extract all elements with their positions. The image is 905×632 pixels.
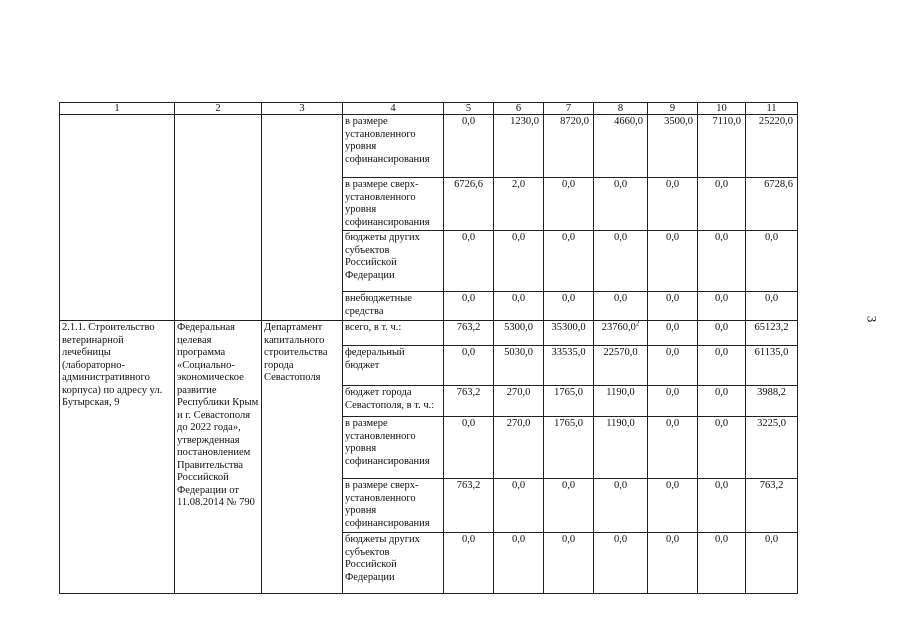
value-cell: 0,0 [648, 479, 698, 533]
empty-cell [175, 115, 262, 321]
value-cell: 0,0 [594, 533, 648, 594]
header-cell: 10 [698, 103, 746, 115]
value-cell: 0,0 [494, 533, 544, 594]
value-cell: 0,0 [444, 417, 494, 479]
program-name: Федеральная целевая программа «Социально-экономическое развитие Республики Крым и г. Севастополя до 2022 года», утвержденная постановлением Правительства Российской Федерации от 11.08.2014 № 790 [175, 321, 262, 594]
value-cell: 763,2 [444, 321, 494, 346]
value-cell: 0,0 [444, 292, 494, 321]
source-label: внебюджетные средства [343, 292, 444, 321]
value-cell: 3225,0 [746, 417, 798, 479]
source-label: бюджет города Севастополя, в т. ч.: [343, 386, 444, 417]
page-number: 3 [864, 315, 880, 323]
value-cell: 0,0 [648, 292, 698, 321]
empty-cell [60, 115, 175, 321]
header-cell: 2 [175, 103, 262, 115]
header-row [60, 103, 798, 115]
value-cell: 0,0 [544, 533, 594, 594]
header-cell: 5 [444, 103, 494, 115]
source-label: в размере сверх-установленного уровня софинансирования [343, 479, 444, 533]
value-cell: 0,0 [698, 292, 746, 321]
source-label: всего, в т. ч.: [343, 321, 444, 346]
value-cell: 6726,6 [444, 178, 494, 231]
header-cell: 4 [343, 103, 444, 115]
value-cell: 0,0 [698, 479, 746, 533]
value-cell: 0,0 [648, 321, 698, 346]
value-cell: 6728,6 [746, 178, 798, 231]
value-cell: 0,0 [494, 292, 544, 321]
value-cell: 270,0 [494, 386, 544, 417]
value-cell: 2,0 [494, 178, 544, 231]
value-text: 23760,0 [601, 322, 636, 333]
value-cell: 0,0 [698, 321, 746, 346]
empty-cell [262, 115, 343, 321]
source-label: в размере сверх-установленного уровня софинансирования [343, 178, 444, 231]
value-cell: 0,0 [698, 533, 746, 594]
value-cell: 7110,0 [698, 115, 746, 178]
header-cell: 7 [544, 103, 594, 115]
value-cell: 270,0 [494, 417, 544, 479]
value-cell: 65123,2 [746, 321, 798, 346]
value-cell: 0,0 [648, 386, 698, 417]
value-cell: 0,0 [698, 346, 746, 386]
value-cell: 0,0 [648, 533, 698, 594]
executor-name: Департамент капитального строительства города Севастополя [262, 321, 343, 594]
value-cell: 0,0 [698, 231, 746, 292]
value-cell: 8720,0 [544, 115, 594, 178]
value-cell: 0,0 [698, 417, 746, 479]
value-cell: 0,0 [698, 386, 746, 417]
source-label: федеральный бюджет [343, 346, 444, 386]
value-cell: 0,0 [648, 346, 698, 386]
header-cell: 8 [594, 103, 648, 115]
value-cell: 763,2 [746, 479, 798, 533]
source-label: в размере установленного уровня софинансирования [343, 417, 444, 479]
header-cell: 11 [746, 103, 798, 115]
value-cell: 0,0 [544, 178, 594, 231]
value-cell: 763,2 [444, 386, 494, 417]
value-cell: 0,0 [594, 479, 648, 533]
value-cell: 763,2 [444, 479, 494, 533]
value-cell [594, 321, 648, 346]
value-cell: 0,0 [648, 231, 698, 292]
value-cell: 0,0 [746, 292, 798, 321]
value-cell: 0,0 [648, 417, 698, 479]
source-label: бюджеты других субъектов Российской Федерации [343, 231, 444, 292]
source-label: бюджеты других субъектов Российской Федерации [343, 533, 444, 594]
value-cell: 1765,0 [544, 417, 594, 479]
value-cell: 0,0 [494, 231, 544, 292]
value-cell: 3988,2 [746, 386, 798, 417]
value-cell: 0,0 [544, 292, 594, 321]
value-cell: 0,0 [444, 346, 494, 386]
value-cell: 0,0 [594, 292, 648, 321]
header-cell: 3 [262, 103, 343, 115]
value-cell: 0,0 [544, 479, 594, 533]
header-cell: 9 [648, 103, 698, 115]
header-cell: 1 [60, 103, 175, 115]
value-cell: 0,0 [444, 533, 494, 594]
value-cell: 1230,0 [494, 115, 544, 178]
value-cell: 0,0 [594, 178, 648, 231]
value-cell: 25220,0 [746, 115, 798, 178]
project-name: 2.1.1. Строительство ветеринарной лечебницы (лабораторно-административного корпуса) по адресу ул. Бутырская, 9 [60, 321, 175, 594]
value-cell: 0,0 [544, 231, 594, 292]
value-cell: 61135,0 [746, 346, 798, 386]
footnote-mark: 2 [635, 320, 640, 328]
value-cell: 35300,0 [544, 321, 594, 346]
table-row [60, 115, 798, 178]
value-cell: 0,0 [746, 231, 798, 292]
value-cell: 4660,0 [594, 115, 648, 178]
source-label: в размере установленного уровня софинансирования [343, 115, 444, 178]
value-cell: 1190,0 [594, 417, 648, 479]
value-cell: 0,0 [746, 533, 798, 594]
value-cell: 0,0 [594, 231, 648, 292]
table-row [60, 321, 798, 346]
value-cell: 0,0 [444, 115, 494, 178]
value-cell: 0,0 [444, 231, 494, 292]
value-cell: 5030,0 [494, 346, 544, 386]
value-cell: 5300,0 [494, 321, 544, 346]
value-cell: 33535,0 [544, 346, 594, 386]
value-cell: 0,0 [698, 178, 746, 231]
header-cell: 6 [494, 103, 544, 115]
value-cell: 0,0 [648, 178, 698, 231]
value-cell: 3500,0 [648, 115, 698, 178]
value-cell: 0,0 [494, 479, 544, 533]
value-cell: 1190,0 [594, 386, 648, 417]
value-cell: 1765,0 [544, 386, 594, 417]
financing-table [59, 102, 798, 594]
value-cell: 22570,0 [594, 346, 648, 386]
